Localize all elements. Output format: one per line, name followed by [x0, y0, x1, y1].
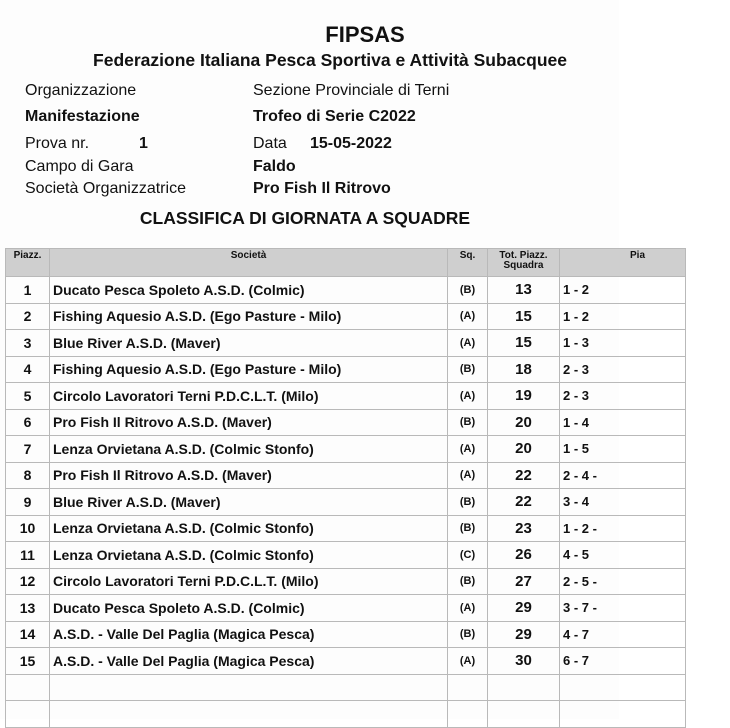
cell-tot: 29 [488, 595, 560, 622]
cell-piazz: 15 [6, 648, 50, 675]
cell-sq: (A) [448, 330, 488, 357]
cell-sq: (A) [448, 648, 488, 675]
organizzazione-label: Organizzazione [25, 82, 137, 99]
cell-tot: 26 [488, 542, 560, 569]
header-societa: Società [50, 249, 448, 277]
manifestazione-label: Manifestazione [25, 108, 140, 125]
empty-row [6, 674, 686, 701]
cell-sq: (A) [448, 436, 488, 463]
table-row [6, 648, 686, 675]
table-row [6, 356, 686, 383]
cell-tot: 15 [488, 303, 560, 330]
campo-value: Faldo [253, 158, 296, 175]
header-piazzamenti: Pia [560, 249, 686, 277]
header-tot-line2: Squadra [503, 260, 544, 271]
cell-societa: A.S.D. - Valle Del Paglia (Magica Pesca) [50, 648, 448, 675]
cell-piazzamenti: 2 - 5 - [560, 568, 686, 595]
cell-societa: Blue River A.S.D. (Maver) [50, 489, 448, 516]
cell-piazzamenti: 2 - 4 - [560, 462, 686, 489]
cell-societa: Fishing Aquesio A.S.D. (Ego Pasture - Milo) [50, 303, 448, 330]
cell-sq: (B) [448, 409, 488, 436]
cell-sq: (A) [448, 595, 488, 622]
cell-sq: (A) [448, 462, 488, 489]
cell-piazzamenti: 1 - 3 [560, 330, 686, 357]
table-row [6, 595, 686, 622]
empty-cell [6, 701, 50, 728]
cell-piazzamenti: 2 - 3 [560, 383, 686, 410]
cell-piazzamenti: 1 - 5 [560, 436, 686, 463]
table-row [6, 462, 686, 489]
data-label: Data [253, 135, 287, 152]
cell-piazz: 1 [6, 277, 50, 304]
cell-piazz: 5 [6, 383, 50, 410]
cell-tot: 30 [488, 648, 560, 675]
cell-piazzamenti: 3 - 4 [560, 489, 686, 516]
table-row [6, 621, 686, 648]
cell-sq: (B) [448, 356, 488, 383]
cell-tot: 27 [488, 568, 560, 595]
campo-label: Campo di Gara [25, 158, 134, 175]
cell-piazzamenti: 1 - 2 - [560, 515, 686, 542]
cell-tot: 20 [488, 436, 560, 463]
empty-cell [560, 701, 686, 728]
table-row [6, 489, 686, 516]
cell-tot: 22 [488, 462, 560, 489]
cell-societa: Circolo Lavoratori Terni P.D.C.L.T. (Milo) [50, 568, 448, 595]
prova-value: 1 [139, 135, 148, 152]
organizzazione-value: Sezione Provinciale di Terni [253, 82, 450, 99]
societa-organizzatrice-label: Società Organizzatrice [25, 180, 186, 197]
header-piazz: Piazz. [6, 249, 50, 277]
cell-societa: Ducato Pesca Spoleto A.S.D. (Colmic) [50, 277, 448, 304]
empty-cell [6, 674, 50, 701]
empty-cell [448, 674, 488, 701]
table-row [6, 515, 686, 542]
cell-piazz: 2 [6, 303, 50, 330]
cell-piazzamenti: 3 - 7 - [560, 595, 686, 622]
cell-societa: Lenza Orvietana A.S.D. (Colmic Stonfo) [50, 436, 448, 463]
cell-sq: (B) [448, 568, 488, 595]
cell-piazz: 6 [6, 409, 50, 436]
table-row [6, 568, 686, 595]
cell-societa: Blue River A.S.D. (Maver) [50, 330, 448, 357]
section-title: CLASSIFICA DI GIORNATA A SQUADRE [139, 208, 471, 228]
data-value: 15-05-2022 [310, 135, 392, 152]
table-body [6, 277, 686, 728]
cell-societa: Fishing Aquesio A.S.D. (Ego Pasture - Milo) [50, 356, 448, 383]
table-row [6, 409, 686, 436]
cell-piazz: 8 [6, 462, 50, 489]
cell-piazz: 10 [6, 515, 50, 542]
header-tot-line1: Tot. Piazz. [499, 250, 548, 261]
cell-tot: 20 [488, 409, 560, 436]
cell-tot: 22 [488, 489, 560, 516]
cell-piazz: 12 [6, 568, 50, 595]
cell-societa: Ducato Pesca Spoleto A.S.D. (Colmic) [50, 595, 448, 622]
cell-societa: A.S.D. - Valle Del Paglia (Magica Pesca) [50, 621, 448, 648]
prova-label: Prova nr. [25, 135, 90, 152]
cell-sq: (B) [448, 277, 488, 304]
cell-tot: 29 [488, 621, 560, 648]
cell-societa: Lenza Orvietana A.S.D. (Colmic Stonfo) [50, 542, 448, 569]
table-row [6, 383, 686, 410]
cell-piazzamenti: 6 - 7 [560, 648, 686, 675]
results-table [5, 248, 686, 728]
cell-sq: (C) [448, 542, 488, 569]
federation-name: Federazione Italiana Pesca Sportiva e Attività Subacquee [93, 50, 567, 70]
cell-sq: (B) [448, 515, 488, 542]
empty-cell [488, 701, 560, 728]
cell-sq: (B) [448, 489, 488, 516]
cell-piazz: 3 [6, 330, 50, 357]
cell-piazzamenti: 1 - 2 [560, 303, 686, 330]
cell-sq: (A) [448, 383, 488, 410]
cell-tot: 18 [488, 356, 560, 383]
cell-piazz: 9 [6, 489, 50, 516]
cell-piazz: 11 [6, 542, 50, 569]
cell-piazzamenti: 1 - 4 [560, 409, 686, 436]
cell-sq: (B) [448, 621, 488, 648]
cell-piazzamenti: 4 - 5 [560, 542, 686, 569]
table-row [6, 542, 686, 569]
empty-row [6, 701, 686, 728]
cell-societa: Pro Fish Il Ritrovo A.S.D. (Maver) [50, 462, 448, 489]
table-row [6, 277, 686, 304]
table-header-row [6, 249, 686, 277]
manifestazione-value: Trofeo di Serie C2022 [253, 108, 416, 125]
cell-piazz: 14 [6, 621, 50, 648]
cell-piazzamenti: 2 - 3 [560, 356, 686, 383]
cell-societa: Circolo Lavoratori Terni P.D.C.L.T. (Milo) [50, 383, 448, 410]
cell-tot: 23 [488, 515, 560, 542]
cell-piazz: 7 [6, 436, 50, 463]
cell-societa: Pro Fish Il Ritrovo A.S.D. (Maver) [50, 409, 448, 436]
cell-tot: 15 [488, 330, 560, 357]
table-row [6, 303, 686, 330]
empty-cell [50, 701, 448, 728]
header-tot-piazz [488, 249, 560, 277]
cell-tot: 13 [488, 277, 560, 304]
table-row [6, 436, 686, 463]
empty-cell [560, 674, 686, 701]
cell-tot: 19 [488, 383, 560, 410]
cell-sq: (A) [448, 303, 488, 330]
societa-organizzatrice-value: Pro Fish Il Ritrovo [253, 180, 391, 197]
header-sq: Sq. [448, 249, 488, 277]
cell-piazzamenti: 1 - 2 [560, 277, 686, 304]
cell-piazzamenti: 4 - 7 [560, 621, 686, 648]
table-row [6, 330, 686, 357]
cell-piazz: 13 [6, 595, 50, 622]
cell-piazz: 4 [6, 356, 50, 383]
empty-cell [50, 674, 448, 701]
empty-cell [448, 701, 488, 728]
document-title: FIPSAS [325, 22, 405, 47]
empty-cell [488, 674, 560, 701]
cell-societa: Lenza Orvietana A.S.D. (Colmic Stonfo) [50, 515, 448, 542]
